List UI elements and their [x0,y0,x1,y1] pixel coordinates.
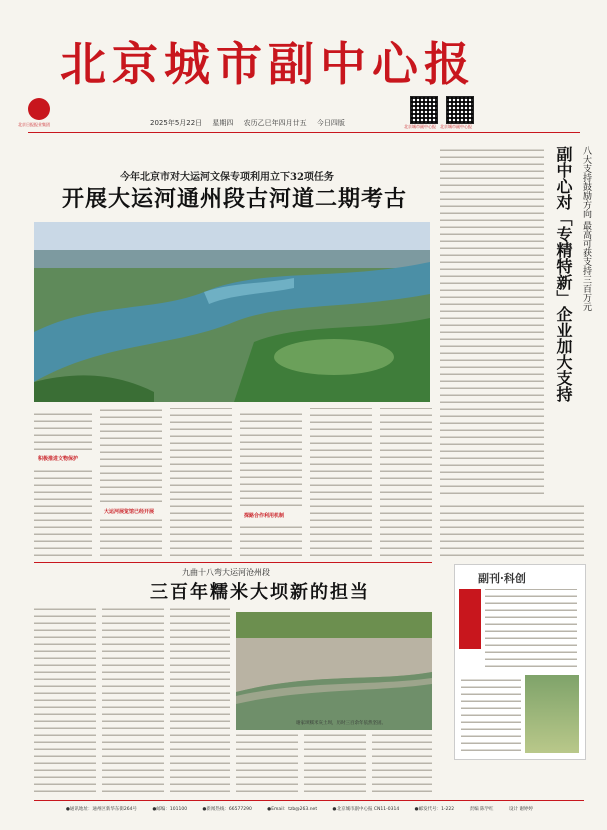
second-subheadline: 九曲十八弯大运河沧州段 [182,568,270,577]
issue-weekday: 星期四 [212,119,234,127]
footer-issue: ●北京城市副中心报 CN11-0314 [332,807,400,812]
footer-design: 设计 谢婷婷 [508,807,533,812]
second-body-col4 [236,734,298,794]
subpage-photo [525,675,579,753]
footer [66,806,547,812]
lead-section-b: 大运河展览馆已经开展 [104,509,155,515]
issue-pages: 今日四版 [316,119,345,127]
second-headline: 三百年糯米大坝新的担当 [150,582,370,603]
lead-section-a: 积极推进文物保护 [38,456,79,462]
lead-section-c: 探路合作利用机制 [244,513,285,519]
issue-date: 2025年5月22日 [150,119,203,127]
subpage-preview [454,564,586,760]
subpage-text2 [461,675,521,753]
dam-photo-caption: 谢家坝糯米灰土坝，历时三百余年依然坚固。 [296,721,386,726]
lead-body-col1 [34,408,92,452]
lead-body-col3 [170,408,232,558]
right-body-bottom [440,500,584,558]
footer-address: ●通讯地址：通州区新华东街264号 [66,807,138,812]
footer-divider [34,800,584,801]
qr-code-icon [410,96,438,124]
dam-photo [236,612,432,730]
story-divider [34,562,432,563]
right-headline: 副中心对「专精特新」企业加大支持 [554,146,573,402]
second-body-col3 [170,608,230,794]
logo-caption: 北京日报报业集团 [18,122,50,127]
right-body-top [440,146,544,496]
second-body-col6 [372,734,432,794]
second-body-col2 [102,608,164,794]
second-body-col1 [34,608,96,794]
subpage-red-banner [459,589,481,649]
issue-lunar-date: 农历乙巳年四月廿五 [243,119,307,127]
footer-editor: 责编 陈学红 [469,807,494,812]
lead-body-col1b [34,466,92,558]
masthead-title: 北京城市副中心报 [60,37,476,91]
lead-photo [34,222,430,402]
lead-body-col5 [310,408,372,558]
footer-code: ●邮发代号：1-222 [414,807,455,812]
lead-body-col6 [380,408,432,558]
subpage-title: 副刊·科创 [478,572,526,585]
footer-phone: ●新闻热线：66577290 [202,807,252,812]
lead-body-col4 [240,408,302,508]
second-body-col5 [304,734,366,794]
qr1-caption: 北京城市副中心报 [404,124,436,129]
footer-postcode: ●邮编：101100 [152,807,188,812]
footer-email: ●Email：tzb@263.net [267,807,318,812]
newspaper-logo-icon [28,98,50,120]
lead-subheadline: 今年北京市对大运河文保专项利用立下32项任务 [120,172,334,183]
qr-code-icon [446,96,474,124]
lead-headline: 开展大运河通州段古河道二期考古 [62,186,408,212]
subpage-text [485,589,577,669]
lead-body-col2 [100,408,162,504]
masthead-divider [28,132,580,133]
right-kicker: 八大支持鼓励方向 最高可获支持三百万元 [581,146,591,311]
river-aerial-image [34,222,430,402]
dateline [150,118,353,128]
qr2-caption: 北京城市副中心报 [440,124,472,129]
dam-image [236,612,432,730]
lead-body-col2b [100,518,162,558]
lead-body-col4b [240,522,302,558]
